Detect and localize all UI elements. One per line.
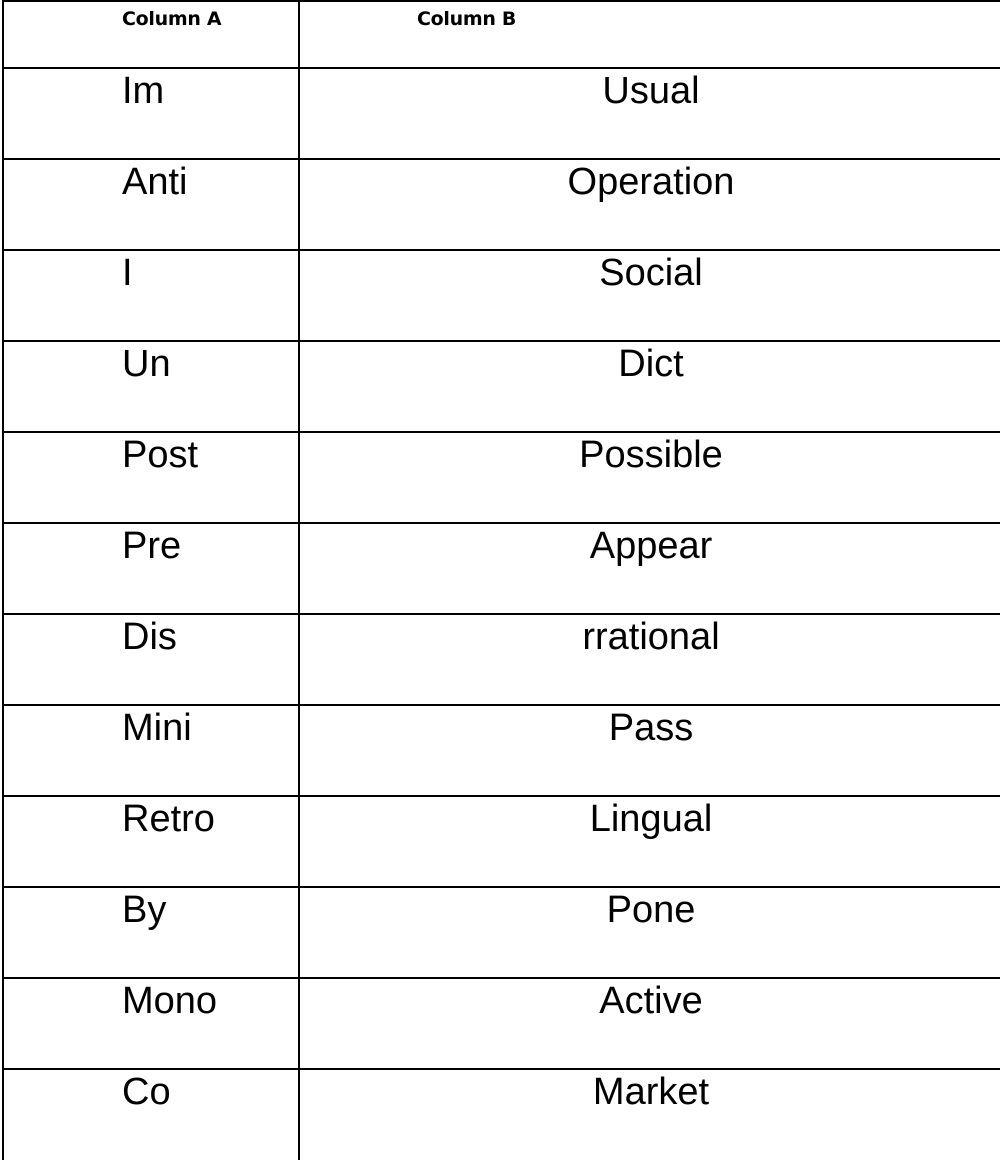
column-b-cell: [299, 432, 1000, 523]
column-b-cell: [299, 341, 1000, 432]
column-a-text: Retro: [122, 798, 215, 840]
column-b-cell: [299, 887, 1000, 978]
column-a-text: Mini: [122, 707, 192, 749]
column-a-text: I: [122, 252, 133, 294]
column-a-text: By: [122, 889, 167, 931]
table-row: [3, 1069, 1000, 1160]
column-b-text: Market: [592, 1071, 710, 1113]
column-a-text: Un: [122, 343, 171, 385]
column-a-cell: [3, 978, 299, 1069]
table-row: [3, 250, 1000, 341]
column-a-cell: [3, 1069, 299, 1160]
column-b-cell: [299, 68, 1000, 159]
column-a-cell: [3, 614, 299, 705]
column-b-text: Dict: [618, 343, 684, 385]
column-b-cell: [299, 250, 1000, 341]
column-b-cell: [299, 614, 1000, 705]
column-b-text: Pone: [606, 889, 696, 931]
column-b-text: Usual: [602, 70, 700, 112]
table-row: [3, 432, 1000, 523]
column-b-cell: [299, 1069, 1000, 1160]
column-a-cell: [3, 159, 299, 250]
column-a-cell: [3, 250, 299, 341]
column-a-cell: [3, 68, 299, 159]
table-row: [3, 68, 1000, 159]
column-a-text: Im: [122, 70, 165, 112]
column-b-text: Active: [599, 980, 703, 1022]
column-b-header: [299, 1, 1000, 68]
table-row: [3, 159, 1000, 250]
column-a-cell: [3, 432, 299, 523]
column-b-cell: [299, 705, 1000, 796]
column-b-cell: [299, 796, 1000, 887]
column-a-header: [3, 1, 299, 68]
column-a-text: Pre: [122, 525, 182, 567]
column-a-cell: [3, 887, 299, 978]
column-b-cell: [299, 978, 1000, 1069]
column-b-cell: [299, 159, 1000, 250]
column-a-text: Mono: [122, 980, 218, 1022]
column-a-cell: [3, 523, 299, 614]
column-b-header-label: Column B: [417, 8, 517, 30]
column-b-text: Social: [599, 252, 703, 294]
column-a-cell: [3, 341, 299, 432]
column-b-text: Lingual: [589, 798, 713, 840]
table-row: [3, 978, 1000, 1069]
column-b-cell: [299, 523, 1000, 614]
matching-table: [2, 0, 1000, 1160]
column-a-cell: [3, 796, 299, 887]
column-a-text: Anti: [122, 161, 188, 203]
table-row: [3, 887, 1000, 978]
table-row: [3, 614, 1000, 705]
column-b-text: Appear: [589, 525, 713, 567]
table-row: [3, 523, 1000, 614]
column-a-header-label: Column A: [122, 8, 222, 30]
column-a-cell: [3, 705, 299, 796]
column-b-text: rrational: [582, 616, 720, 658]
table-row: [3, 341, 1000, 432]
column-a-text: Dis: [122, 616, 177, 658]
column-a-text: Co: [122, 1071, 171, 1113]
column-b-text: Possible: [579, 434, 723, 476]
header-row: [3, 1, 1000, 68]
table-row: [3, 796, 1000, 887]
column-a-text: Post: [122, 434, 199, 476]
column-b-text: Operation: [567, 161, 735, 203]
table-row: [3, 705, 1000, 796]
column-b-text: Pass: [608, 707, 694, 749]
